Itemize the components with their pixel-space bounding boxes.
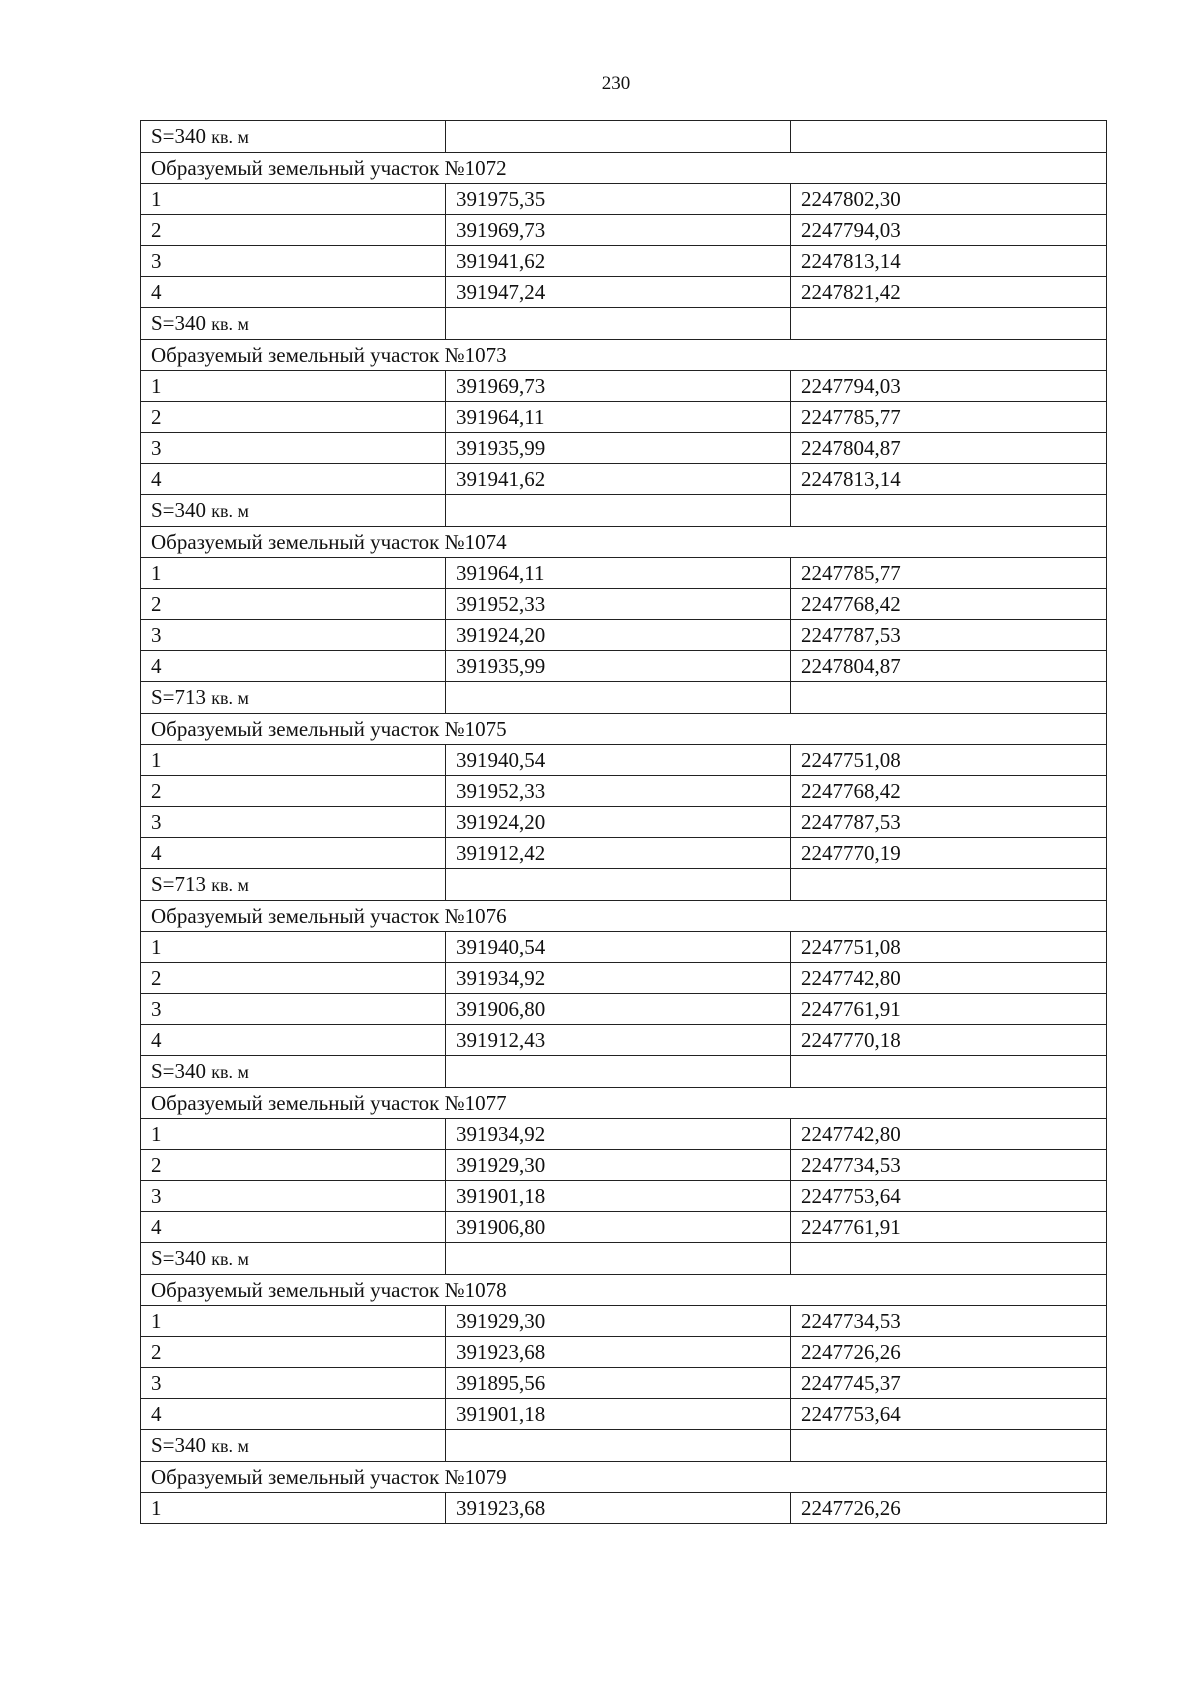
parcel-header-row (141, 1275, 1107, 1306)
area-cell (141, 682, 446, 714)
coordinate-row (141, 184, 1107, 215)
coordinate-y: 2247745,37 (791, 1368, 1107, 1399)
coordinate-x: 391929,30 (446, 1306, 791, 1337)
coordinate-x: 391940,54 (446, 932, 791, 963)
area-row (141, 1430, 1107, 1462)
coordinate-x: 391947,24 (446, 277, 791, 308)
empty-cell (446, 869, 791, 901)
coordinate-row (141, 1025, 1107, 1056)
coordinates-table-body (141, 121, 1107, 1524)
coordinate-x: 391940,54 (446, 745, 791, 776)
point-number: 1 (141, 1493, 446, 1524)
area-row (141, 869, 1107, 901)
coordinate-row (141, 1337, 1107, 1368)
page-number: 230 (601, 73, 631, 94)
point-number: 2 (141, 963, 446, 994)
coordinate-row (141, 932, 1107, 963)
empty-cell (791, 1056, 1107, 1088)
coordinate-x: 391952,33 (446, 776, 791, 807)
area-cell (141, 1243, 446, 1275)
coordinate-y: 2247804,87 (791, 651, 1107, 682)
coordinate-y: 2247726,26 (791, 1493, 1107, 1524)
coordinate-row (141, 745, 1107, 776)
coordinate-row (141, 464, 1107, 495)
coordinate-y: 2247794,03 (791, 371, 1107, 402)
coordinate-x: 391901,18 (446, 1181, 791, 1212)
area-row (141, 1243, 1107, 1275)
point-number: 3 (141, 1181, 446, 1212)
area-row (141, 1056, 1107, 1088)
area-unit: кв. м (211, 127, 249, 147)
point-number: 2 (141, 402, 446, 433)
empty-cell (791, 682, 1107, 714)
point-number: 1 (141, 558, 446, 589)
coordinate-row (141, 1119, 1107, 1150)
point-number: 1 (141, 1306, 446, 1337)
coordinate-row (141, 433, 1107, 464)
coordinate-y: 2247821,42 (791, 277, 1107, 308)
coordinate-row (141, 1306, 1107, 1337)
empty-cell (446, 1243, 791, 1275)
coordinate-y: 2247802,30 (791, 184, 1107, 215)
coordinate-row (141, 558, 1107, 589)
coordinate-y: 2247787,53 (791, 620, 1107, 651)
area-cell (141, 308, 446, 340)
point-number: 3 (141, 246, 446, 277)
coordinate-row (141, 994, 1107, 1025)
point-number: 1 (141, 932, 446, 963)
area-cell (141, 869, 446, 901)
empty-cell (791, 869, 1107, 901)
coordinate-y: 2247770,18 (791, 1025, 1107, 1056)
coordinate-y: 2247734,53 (791, 1306, 1107, 1337)
empty-cell (791, 308, 1107, 340)
area-unit: кв. м (211, 1062, 249, 1082)
point-number: 2 (141, 1337, 446, 1368)
coordinate-y: 2247768,42 (791, 589, 1107, 620)
parcel-header-row (141, 527, 1107, 558)
empty-cell (446, 682, 791, 714)
coordinate-row (141, 1493, 1107, 1524)
coordinate-y: 2247768,42 (791, 776, 1107, 807)
area-unit: кв. м (211, 501, 249, 521)
parcel-title: Образуемый земельный участок №1073 (141, 340, 1107, 371)
area-value: S=713 (151, 872, 207, 896)
coordinate-y: 2247813,14 (791, 464, 1107, 495)
area-value: S=340 (151, 1246, 207, 1270)
parcel-header-row (141, 1462, 1107, 1493)
coordinate-x: 391906,80 (446, 1212, 791, 1243)
coordinate-x: 391923,68 (446, 1337, 791, 1368)
parcel-header-row (141, 901, 1107, 932)
point-number: 2 (141, 215, 446, 246)
coordinate-y: 2247742,80 (791, 1119, 1107, 1150)
coordinate-y: 2247761,91 (791, 994, 1107, 1025)
coordinate-y: 2247813,14 (791, 246, 1107, 277)
parcel-title: Образуемый земельный участок №1076 (141, 901, 1107, 932)
coordinate-x: 391929,30 (446, 1150, 791, 1181)
coordinate-row (141, 838, 1107, 869)
coordinate-x: 391935,99 (446, 433, 791, 464)
empty-cell (446, 1430, 791, 1462)
point-number: 2 (141, 589, 446, 620)
parcel-title: Образуемый земельный участок №1075 (141, 714, 1107, 745)
area-unit: кв. м (211, 1436, 249, 1456)
area-unit: кв. м (211, 875, 249, 895)
empty-cell (791, 1243, 1107, 1275)
coordinate-y: 2247753,64 (791, 1181, 1107, 1212)
point-number: 1 (141, 371, 446, 402)
coordinate-y: 2247761,91 (791, 1212, 1107, 1243)
area-cell (141, 495, 446, 527)
parcel-title: Образуемый земельный участок №1078 (141, 1275, 1107, 1306)
area-value: S=340 (151, 1059, 207, 1083)
point-number: 1 (141, 184, 446, 215)
coordinate-row (141, 215, 1107, 246)
coordinate-x: 391941,62 (446, 464, 791, 495)
coordinate-y: 2247787,53 (791, 807, 1107, 838)
area-cell (141, 1430, 446, 1462)
point-number: 4 (141, 277, 446, 308)
parcel-header-row (141, 153, 1107, 184)
coordinate-row (141, 589, 1107, 620)
coordinate-y: 2247785,77 (791, 558, 1107, 589)
coordinate-x: 391906,80 (446, 994, 791, 1025)
parcel-header-row (141, 1088, 1107, 1119)
empty-cell (791, 495, 1107, 527)
point-number: 4 (141, 651, 446, 682)
area-value: S=340 (151, 311, 207, 335)
coordinate-x: 391975,35 (446, 184, 791, 215)
coordinate-y: 2247785,77 (791, 402, 1107, 433)
area-value: S=340 (151, 1433, 207, 1457)
coordinate-x: 391924,20 (446, 620, 791, 651)
empty-cell (446, 308, 791, 340)
coordinate-y: 2247753,64 (791, 1399, 1107, 1430)
point-number: 4 (141, 1399, 446, 1430)
coordinate-x: 391895,56 (446, 1368, 791, 1399)
coordinate-row (141, 1212, 1107, 1243)
empty-cell (791, 121, 1107, 153)
empty-cell (446, 495, 791, 527)
area-unit: кв. м (211, 1249, 249, 1269)
point-number: 3 (141, 994, 446, 1025)
coordinate-row (141, 1150, 1107, 1181)
point-number: 2 (141, 1150, 446, 1181)
coordinate-row (141, 807, 1107, 838)
coordinate-row (141, 402, 1107, 433)
parcel-header-row (141, 714, 1107, 745)
coordinate-x: 391923,68 (446, 1493, 791, 1524)
area-value: S=340 (151, 498, 207, 522)
coordinate-y: 2247726,26 (791, 1337, 1107, 1368)
point-number: 1 (141, 745, 446, 776)
coordinate-y: 2247742,80 (791, 963, 1107, 994)
area-cell (141, 121, 446, 153)
parcel-title: Образуемый земельный участок №1077 (141, 1088, 1107, 1119)
coordinate-x: 391934,92 (446, 963, 791, 994)
coordinate-row (141, 277, 1107, 308)
coordinate-y: 2247804,87 (791, 433, 1107, 464)
empty-cell (791, 1430, 1107, 1462)
coordinate-y: 2247751,08 (791, 932, 1107, 963)
coordinate-x: 391941,62 (446, 246, 791, 277)
area-row (141, 308, 1107, 340)
point-number: 3 (141, 620, 446, 651)
coordinate-row (141, 1181, 1107, 1212)
point-number: 3 (141, 807, 446, 838)
area-row (141, 121, 1107, 153)
parcel-header-row (141, 340, 1107, 371)
coordinate-x: 391964,11 (446, 402, 791, 433)
area-value: S=713 (151, 685, 207, 709)
point-number: 1 (141, 1119, 446, 1150)
coordinate-x: 391935,99 (446, 651, 791, 682)
coordinate-x: 391964,11 (446, 558, 791, 589)
coordinates-table (140, 120, 1107, 1524)
point-number: 3 (141, 1368, 446, 1399)
coordinate-y: 2247734,53 (791, 1150, 1107, 1181)
area-cell (141, 1056, 446, 1088)
point-number: 4 (141, 838, 446, 869)
coordinate-row (141, 620, 1107, 651)
point-number: 4 (141, 1025, 446, 1056)
coordinate-x: 391924,20 (446, 807, 791, 838)
coordinate-x: 391912,43 (446, 1025, 791, 1056)
area-unit: кв. м (211, 688, 249, 708)
parcel-title: Образуемый земельный участок №1072 (141, 153, 1107, 184)
point-number: 3 (141, 433, 446, 464)
coordinate-x: 391969,73 (446, 371, 791, 402)
parcel-title: Образуемый земельный участок №1074 (141, 527, 1107, 558)
coordinate-row (141, 776, 1107, 807)
coordinate-row (141, 1368, 1107, 1399)
empty-cell (446, 121, 791, 153)
coordinate-y: 2247751,08 (791, 745, 1107, 776)
coordinate-y: 2247770,19 (791, 838, 1107, 869)
coordinate-x: 391952,33 (446, 589, 791, 620)
coordinate-x: 391901,18 (446, 1399, 791, 1430)
point-number: 4 (141, 464, 446, 495)
coordinate-y: 2247794,03 (791, 215, 1107, 246)
area-row (141, 495, 1107, 527)
area-value: S=340 (151, 124, 207, 148)
coordinate-row (141, 651, 1107, 682)
coordinate-x: 391934,92 (446, 1119, 791, 1150)
coordinate-row (141, 246, 1107, 277)
point-number: 2 (141, 776, 446, 807)
coordinate-row (141, 371, 1107, 402)
area-row (141, 682, 1107, 714)
area-unit: кв. м (211, 314, 249, 334)
parcel-title: Образуемый земельный участок №1079 (141, 1462, 1107, 1493)
empty-cell (446, 1056, 791, 1088)
point-number: 4 (141, 1212, 446, 1243)
coordinate-row (141, 1399, 1107, 1430)
coordinate-row (141, 963, 1107, 994)
coordinate-x: 391912,42 (446, 838, 791, 869)
coordinate-x: 391969,73 (446, 215, 791, 246)
